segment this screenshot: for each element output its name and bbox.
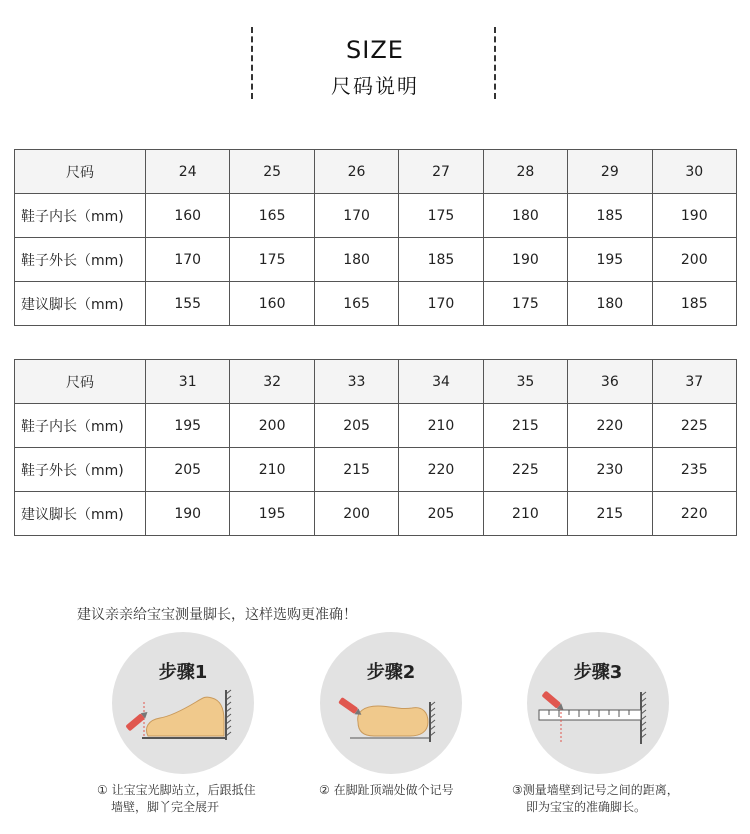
- value-cell: 195: [230, 492, 314, 536]
- size-cell: 31: [146, 360, 230, 404]
- table-row: [15, 448, 737, 492]
- foot-standing-icon: [112, 632, 254, 774]
- value-cell: 215: [568, 492, 652, 536]
- value-cell: 175: [483, 282, 567, 326]
- table-row: [15, 282, 737, 326]
- step-2-caption-line-1: ② 在脚趾顶端处做个记号: [319, 783, 454, 797]
- value-cell: 225: [483, 448, 567, 492]
- step-3-caption-line-2: 即为宝宝的准确脚长。: [526, 800, 647, 814]
- value-cell: 210: [230, 448, 314, 492]
- value-cell: 215: [483, 404, 567, 448]
- header-label-cell: 尺码: [15, 150, 146, 194]
- step-1-title: 步骤1: [158, 662, 208, 683]
- table-row: [15, 194, 737, 238]
- step-1-illustration: [112, 632, 254, 774]
- value-cell: 180: [483, 194, 567, 238]
- value-cell: 165: [314, 282, 398, 326]
- ruler-measure-icon: [527, 632, 669, 774]
- size-cell: 37: [652, 360, 736, 404]
- value-cell: 205: [146, 448, 230, 492]
- value-cell: 170: [314, 194, 398, 238]
- step-3-title: 步骤3: [573, 662, 623, 683]
- size-cell: 25: [230, 150, 314, 194]
- value-cell: 180: [314, 238, 398, 282]
- step-3-caption-line-1: ③测量墙壁到记号之间的距离，: [512, 783, 679, 797]
- size-cell: 32: [230, 360, 314, 404]
- step-1-caption: [97, 782, 256, 816]
- size-table-1: [14, 149, 737, 326]
- table-row: [15, 492, 737, 536]
- step-2-title: 步骤2: [366, 662, 416, 683]
- value-cell: 180: [568, 282, 652, 326]
- size-cell: 29: [568, 150, 652, 194]
- table-header-row: [15, 360, 737, 404]
- value-cell: 165: [230, 194, 314, 238]
- value-cell: 170: [146, 238, 230, 282]
- step-2-illustration: [320, 632, 462, 774]
- step-2-caption: [319, 782, 454, 799]
- size-cell: 35: [483, 360, 567, 404]
- value-cell: 215: [314, 448, 398, 492]
- value-cell: 230: [568, 448, 652, 492]
- value-cell: 220: [568, 404, 652, 448]
- size-cell: 36: [568, 360, 652, 404]
- value-cell: 200: [230, 404, 314, 448]
- size-cell: 33: [314, 360, 398, 404]
- value-cell: 205: [314, 404, 398, 448]
- value-cell: 185: [568, 194, 652, 238]
- value-cell: 175: [230, 238, 314, 282]
- table-row: [15, 404, 737, 448]
- value-cell: 200: [652, 238, 736, 282]
- value-cell: 200: [314, 492, 398, 536]
- row-label-cell: 建议脚长（mm): [15, 492, 146, 536]
- value-cell: 190: [652, 194, 736, 238]
- row-label-cell: 鞋子外长（mm): [15, 238, 146, 282]
- value-cell: 160: [146, 194, 230, 238]
- size-cell: 28: [483, 150, 567, 194]
- row-label-cell: 建议脚长（mm): [15, 282, 146, 326]
- title-english: SIZE: [346, 36, 404, 64]
- size-cell: 27: [399, 150, 483, 194]
- header-label-cell: 尺码: [15, 360, 146, 404]
- value-cell: 205: [399, 492, 483, 536]
- row-label-cell: 鞋子内长（mm): [15, 404, 146, 448]
- step-3-caption: [512, 782, 679, 816]
- size-table-2: [14, 359, 737, 536]
- table-row: [15, 238, 737, 282]
- value-cell: 185: [399, 238, 483, 282]
- value-cell: 195: [568, 238, 652, 282]
- step-1-caption-line-2: 墙壁，脚丫完全展开: [111, 800, 220, 814]
- size-cell: 26: [314, 150, 398, 194]
- value-cell: 220: [652, 492, 736, 536]
- measure-intro-text: 建议亲亲给宝宝测量脚长，这样选购更准确！: [77, 607, 357, 623]
- value-cell: 220: [399, 448, 483, 492]
- value-cell: 175: [399, 194, 483, 238]
- value-cell: 210: [483, 492, 567, 536]
- value-cell: 190: [146, 492, 230, 536]
- value-cell: 235: [652, 448, 736, 492]
- value-cell: 170: [399, 282, 483, 326]
- value-cell: 155: [146, 282, 230, 326]
- value-cell: 190: [483, 238, 567, 282]
- foot-mark-icon: [320, 632, 462, 774]
- page-header: [0, 0, 750, 120]
- size-cell: 34: [399, 360, 483, 404]
- value-cell: 210: [399, 404, 483, 448]
- size-cell: 30: [652, 150, 736, 194]
- value-cell: 185: [652, 282, 736, 326]
- value-cell: 195: [146, 404, 230, 448]
- row-label-cell: 鞋子内长（mm): [15, 194, 146, 238]
- step-1-caption-line-1: ① 让宝宝光脚站立，后跟抵住: [97, 783, 256, 797]
- value-cell: 225: [652, 404, 736, 448]
- title-chinese: 尺码说明: [331, 74, 419, 98]
- step-3-illustration: [527, 632, 669, 774]
- table-header-row: [15, 150, 737, 194]
- value-cell: 160: [230, 282, 314, 326]
- size-cell: 24: [146, 150, 230, 194]
- row-label-cell: 鞋子外长（mm): [15, 448, 146, 492]
